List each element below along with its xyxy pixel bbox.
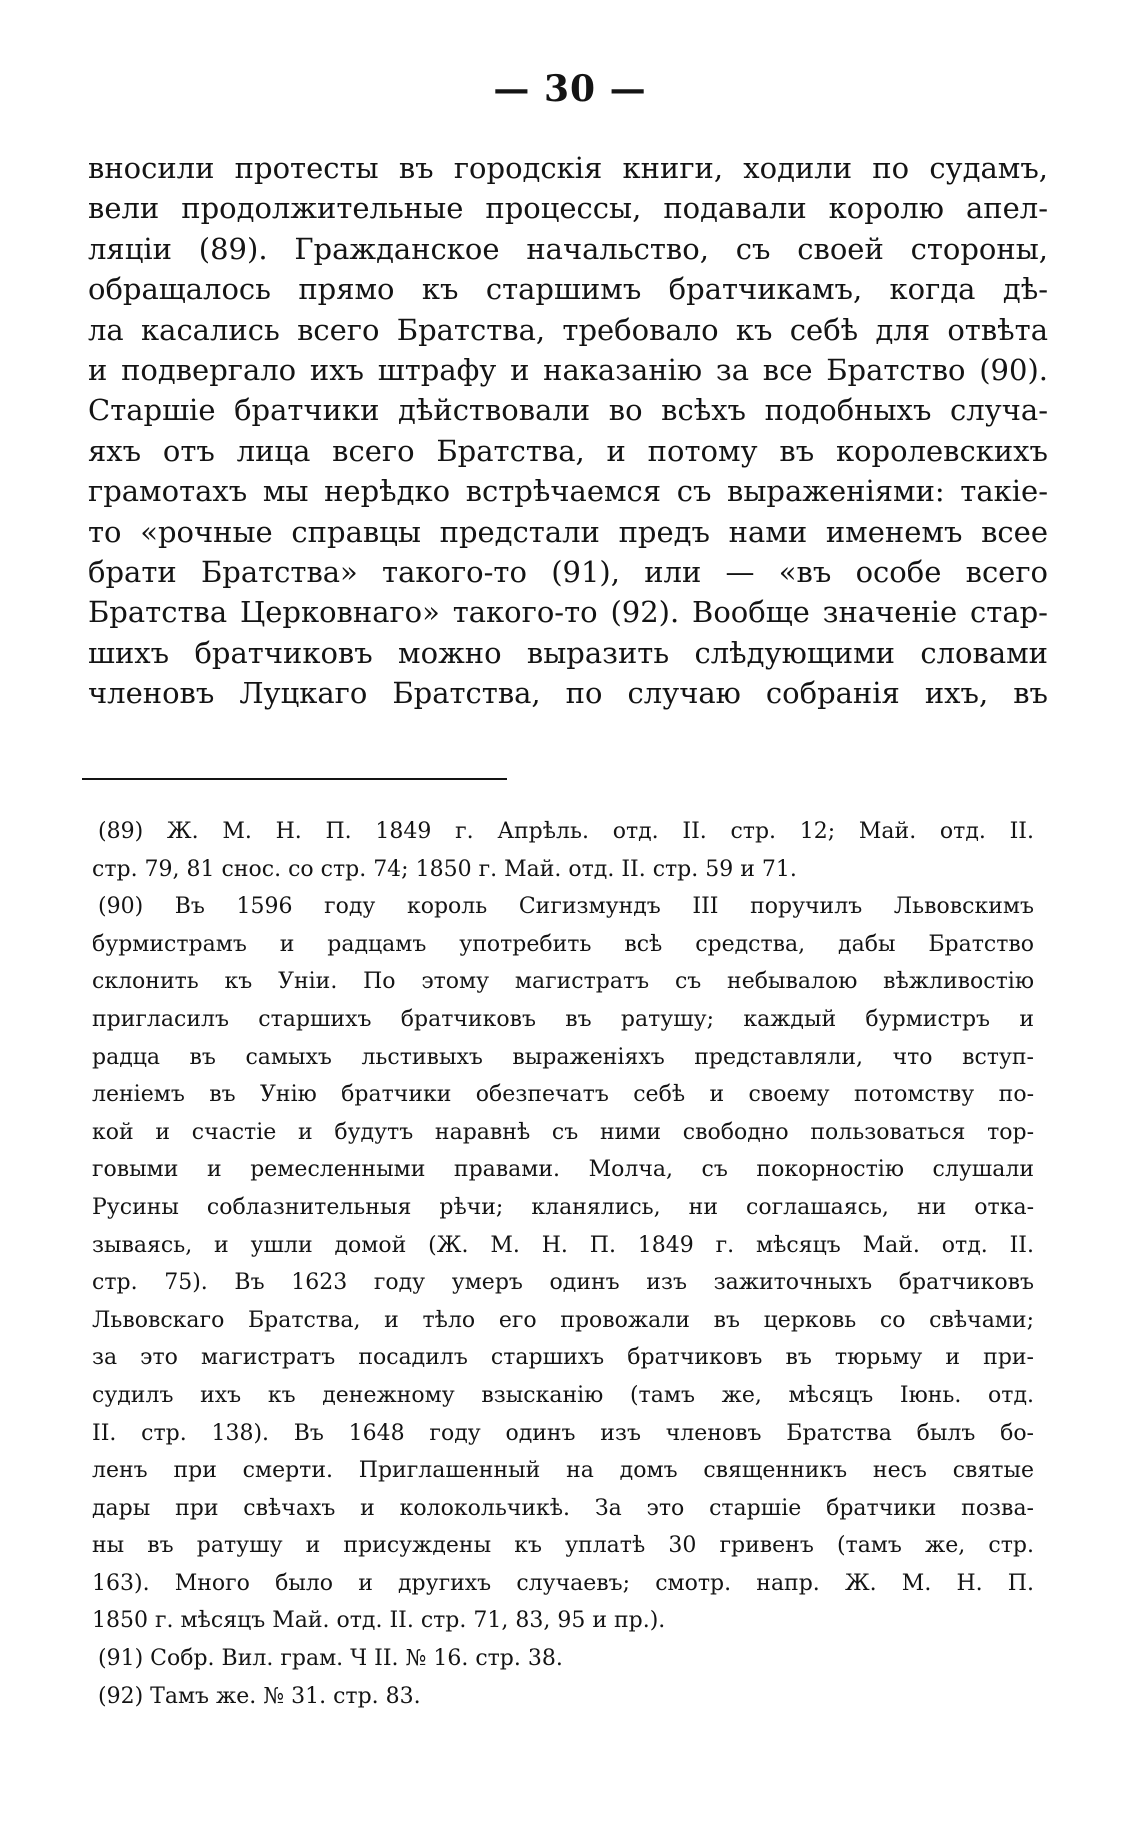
footnotes: [92, 813, 1034, 1715]
text-line: членовъ Луцкаго Братства, по случаю собранія ихъ, въ: [88, 676, 1048, 711]
text-line: брати Братства» такого-то (91), или — «въ особе всего: [88, 554, 1048, 589]
footnote-line: судилъ ихъ къ денежному взысканію (тамъ же, мѣсяцъ Іюнь. отд.: [92, 1382, 1034, 1408]
footnote-line: Русины соблазнительныя рѣчи; кланялись, ни соглашаясь, ни отка-: [92, 1194, 1034, 1220]
text-line: вносили протесты въ городскія книги, ходили по судамъ,: [88, 151, 1048, 185]
footnote-divider: [82, 778, 507, 780]
text-line: яхъ отъ лица всего Братства, и потому въ королевскихъ: [88, 433, 1048, 468]
footnote-line: говыми и ремесленными правами. Молча, съ покорностію слушали: [92, 1157, 1034, 1183]
footnote-line: (91) Собр. Вил. грам. Ч II. № 16. стр. 38.: [98, 1646, 563, 1672]
text-line: то «рочные справцы предстали предъ нами именемъ всее: [88, 514, 1048, 549]
footnote-line: (90) Въ 1596 году король Сигизмундъ III поручилъ Львовскимъ: [98, 894, 1034, 920]
footnote-line: стр. 79, 81 снос. со стр. 74; 1850 г. Май. отд. II. стр. 59 и 71.: [92, 856, 797, 882]
footnote-line: (89) Ж. М. Н. П. 1849 г. Апрѣль. отд. II. стр. 12; Май. отд. II.: [98, 819, 1034, 844]
footnote-line: II. стр. 138). Въ 1648 году одинъ изъ членовъ Братства былъ бо-: [92, 1420, 1034, 1446]
text-line: ляціи (89). Гражданское начальство, съ своей стороны,: [88, 231, 1048, 266]
main-text: [88, 148, 1048, 713]
footnote-line: 1850 г. мѣсяцъ Май. отд. II. стр. 71, 83, 95 и пр.).: [92, 1608, 666, 1634]
footnote-line: Львовскаго Братства, и тѣло его провожали въ церковь со свѣчами;: [92, 1307, 1034, 1333]
footnote-line: бурмистрамъ и радцамъ употребить всѣ средства, дабы Братство: [92, 931, 1034, 957]
footnote-line: зываясь, и ушли домой (Ж. М. Н. П. 1849 г. мѣсяцъ Май. отд. II.: [92, 1232, 1034, 1258]
footnote-line: ленъ при смерти. Приглашенный на домъ священникъ несъ святые: [92, 1458, 1034, 1484]
page-number: — 30 —: [493, 68, 647, 110]
footnote-line: леніемъ въ Унію братчики обезпечатъ себѣ и своему потомству по-: [92, 1082, 1034, 1108]
footnote-line: (92) Тамъ же. № 31. стр. 83.: [98, 1683, 421, 1709]
text-line: шихъ братчиковъ можно выразить слѣдующими словами: [88, 635, 1048, 670]
footnote-line: пригласилъ старшихъ братчиковъ въ ратушу; каждый бурмистръ и: [92, 1006, 1034, 1032]
footnote-line: радца въ самыхъ льстивыхъ выраженіяхъ представляли, что вступ-: [92, 1044, 1034, 1070]
text-line: Братства Церковнаго» такого-то (92). Вообще значеніе стар-: [88, 595, 1048, 630]
text-line: грамотахъ мы нерѣдко встрѣчаемся съ выраженіями: такіе-: [88, 474, 1048, 509]
text-line: Старшіе братчики дѣйствовали во всѣхъ подобныхъ случа-: [88, 393, 1048, 428]
footnote-line: стр. 75). Въ 1623 году умеръ одинъ изъ зажиточныхъ братчиковъ: [92, 1270, 1034, 1296]
footnote-line: склонить къ Уніи. По этому магистратъ съ небывалою вѣжливостію: [92, 969, 1034, 995]
text-line: ла касались всего Братства, требовало къ себѣ для отвѣта: [88, 312, 1048, 347]
footnote-line: дары при свѣчахъ и колокольчикѣ. За это старшіе братчики позва-: [92, 1495, 1034, 1521]
text-line: обращалось прямо къ старшимъ братчикамъ, когда дѣ-: [88, 272, 1048, 307]
footnote-line: 163). Много было и другихъ случаевъ; смотр. напр. Ж. М. Н. П.: [92, 1570, 1034, 1596]
footnote-line: за это магистратъ посадилъ старшихъ братчиковъ въ тюрьму и при-: [92, 1345, 1034, 1371]
text-line: и подвергало ихъ штрафу и наказанію за все Братство (90).: [88, 352, 1048, 387]
text-line: вели продолжительные процессы, подавали королю апел-: [88, 191, 1048, 226]
footnote-line: кой и счастіе и будутъ наравнѣ съ ними свободно пользоваться тор-: [92, 1119, 1034, 1145]
footnote-line: ны въ ратушу и присуждены къ уплатѣ 30 гривенъ (тамъ же, стр.: [92, 1533, 1034, 1559]
